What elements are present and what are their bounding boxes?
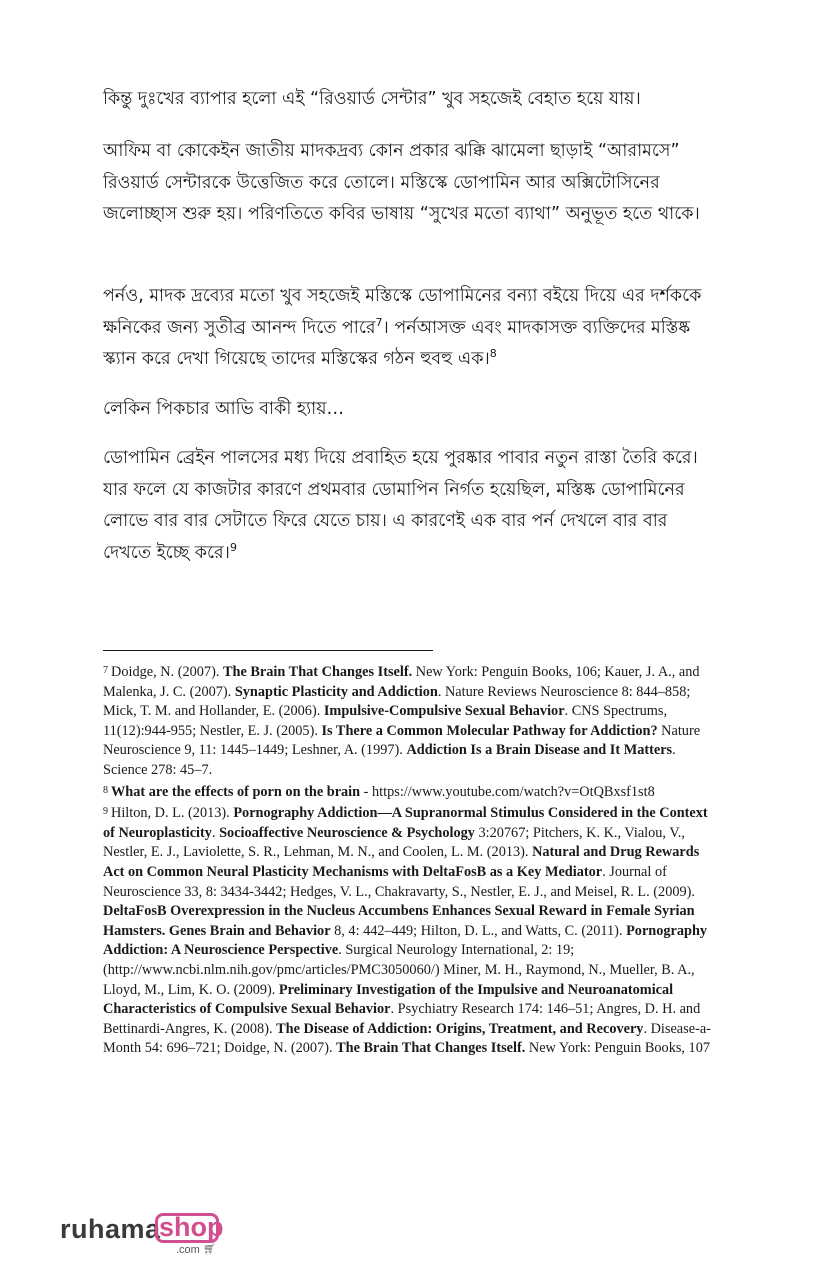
logo-word-ruhama: ruhama — [60, 1214, 161, 1244]
body-paragraph-4: লেকিন পিকচার আভি বাকী হ্যায়… — [103, 399, 345, 419]
footnote-9-segment: 8, 4: 442–449; Hilton, D. L., and Watts, C. (2011). — [330, 922, 627, 939]
footnote-7-segment: Doidge, N. (2007). — [111, 664, 223, 680]
footnote-9-segment: Natural and Drug Rewards Act on Common Neural Plasticity Mechanisms with DeltaFosB as a Key Mediator — [103, 844, 700, 880]
footnote-8: $^8$ What are the effects of porn on the brain - https://www.youtube.com/watch?v=OtQBxsf1st8 — [103, 783, 655, 800]
cart-icon: 🛒︎ — [203, 1244, 216, 1255]
footnote-9-segment: . Surgical Neurology International, 2: 19; (http://www.ncbi.nlm.nih.gov/pmc/articles/PMC3050060/) Miner, M. H., Raymond, N., Mueller, B. A., Lloyd, M., Lim, K. O. (2009). — [103, 942, 695, 998]
footnote-9-segment: The Brain That Changes Itself. — [336, 1040, 526, 1057]
logo-word-shop: shop — [159, 1212, 224, 1242]
footnote-7-segment: . CNS Spectrums, 11(12):944-955; Nestler, E. J. (2005). — [103, 703, 668, 739]
footnote-7-segment: Addiction Is a Brain Disease and It Matters — [406, 742, 673, 759]
footnote-7-segment: New York: Penguin Books, 106; Kauer, J. A., and Malenka, J. C. (2007). — [103, 664, 700, 700]
footnote-9-segment: Hilton, D. L. (2013). — [111, 805, 234, 822]
footnote-9-segment: 3:20767; Pitchers, K. K., Vialou, V., Nestler, E. J., Laviolette, S. R., Lehman, M. N., and Coolen, L. M. (2013). — [103, 824, 685, 861]
footnote-9-segment: . Psychiatry Research 174: 146–51; Angres, D. H. and Bettinardi-Angres, K. (2008). — [103, 1001, 701, 1037]
body-paragraph-3: পর্নও, মাদক দ্রব্যের মতো খুব সহজেই মস্তিস্কে ডোপামিনের বন্যা বইয়ে দিয়ে এর দর্শককে ক্ষনিকের জন্য সুতীব্র আনন্দ দিতে পারে$^7$। পর্নআসক্ত এবং মাদকাসক্ত ব্যক্তিদের মস্তিষ্ক স্ক্যান করে দেখা গিয়েছে তাদের মস্তিস্কের গঠন হুবহু এক।$^8$ — [103, 286, 702, 369]
footnote-9-segment: DeltaFosB Overexpression in the Nucleus Accumbens Enhances Sexual Reward in Female Syrian Hamsters. Genes Brain and Behavior — [103, 903, 695, 939]
footnote-9-segment: . — [211, 824, 220, 841]
footnote-7-segment: . Science 278: 45–7. — [103, 742, 676, 778]
footnote-divider — [103, 650, 433, 651]
footnote-9-segment: . Journal of Neuroscience 33, 8: 3434-3442; Hedges, V. L., Chakravarty, S., Nestler, E. J., and Meisel, R. L. (2009). — [103, 863, 695, 900]
footnotes — [103, 661, 715, 1059]
footnote-7-segment: Is There a Common Molecular Pathway for Addiction? — [321, 722, 658, 739]
footnote-9-segment: New York: Penguin Books, 107 — [525, 1040, 710, 1057]
footnote-9: $^9$ Hilton, D. L. (2013). Pornography Addiction—A Supranormal Stimulus Considered in the Context of Neuroplasticity. Socioaffective Neuroscience & Psychology 3:20767; Pitchers, K. K., Vialou, V., Nestler, E. J., Laviolette, S. R., Lehman, M. N., and Coolen, L. M. (2013). Natural and Drug Rewards Act on Common Neural Plasticity Mechanisms with DeltaFosB as a Key Mediator. Journal of Neuroscience 33, 8: 3434-3442; Hedges, V. L., Chakravarty, S., Nestler, E. J., and Meisel, R. L. (2009). DeltaFosB Overexpression in the Nucleus Accumbens Enhances Sexual Reward in Female Syrian Hamsters. Genes Brain and Behavior 8, 4: 442–449; Hilton, D. L., and Watts, C. (2011). Pornography Addiction: A Neuroscience Perspective. Surgical Neurology International, 2: 19; (http://www.ncbi.nlm.nih.gov/pmc/articles/PMC3050060/) Miner, M. H., Raymond, N., Mueller, B. A., Lloyd, M., Lim, K. O. (2009). Preliminary Investigation of the Impulsive and Neuroanatomical Characteristics of Compulsive Sexual Behavior. Psychiatry Research 174: 146–51; Angres, D. H. and Bettinardi-Angres, K. (2008). The Disease of Addiction: Origins, Treatment, and Recovery. Disease-a-Month 54: 696–721; Doidge, N. (2007). The Brain That Changes Itself. New York: Penguin Books, 107 — [103, 805, 711, 1057]
footnote-9-segment: Pornography Addiction—A Supranormal Stimulus Considered in the Context of Neuroplasticity — [103, 805, 708, 841]
footnote-9-segment: Socioaffective Neuroscience & Psychology — [219, 824, 475, 841]
footnote-7-segment: Nature Neuroscience 9, 11: 1445–1449; Leshner, A. (1997). — [103, 722, 701, 759]
ruhama-shop-logo — [60, 1212, 230, 1262]
footnote-9-segment: Preliminary Investigation of the Impulsive and Neuroanatomical Characteristics of Compulsive Sexual Behavior — [103, 981, 674, 1018]
footnote-ref-9[interactable]: 9 — [229, 540, 237, 554]
body-paragraph-5: ডোপামিন ব্রেইন পালসের মধ্য দিয়ে প্রবাহিত হয়ে পুরষ্কার পাবার নতুন রাস্তা তৈরি করে। যার ফলে যে কাজটার কারণে প্রথমবার ডোমাপিন নির্গত হয়েছিল, মস্তিষ্ক ডোপামিনের লোভে বার বার সেটাতে ফিরে যেতে চায়। এ কারণেই এক বার পর্ন দেখলে বার বার দেখতে ইচ্ছে করে।$^9$ — [103, 448, 698, 563]
logo-dotcom: .com — [176, 1244, 200, 1256]
footnote-ref-8[interactable]: 8 — [489, 347, 497, 361]
footnote-9-segment: The Disease of Addiction: Origins, Treatment, and Recovery — [276, 1020, 644, 1037]
footnote-8-segment: - https://www.youtube.com/watch?v=OtQBxsf1st8 — [360, 783, 655, 800]
footnote-ref-7[interactable]: 7 — [375, 315, 383, 329]
body-paragraph-2: আফিম বা কোকেইন জাতীয় মাদকদ্রব্য কোন প্রকার ঝক্কি ঝামেলা ছাড়াই “আরামসে” রিওয়ার্ড সেন্টারকে উত্তেজিত করে তোলে। মস্তিস্কে ডোপামিন আর অক্সিটোসিনের জলোচ্ছাস শুরু হয়। পরিণতিতে কবির ভাষায় “সুখের মতো ব্যাথা” অনুভূত হতে থাকে। — [103, 141, 700, 224]
footnote-7-segment: Synaptic Plasticity and Addiction — [234, 683, 438, 700]
footnote-9-segment: Pornography Addiction: A Neuroscience Perspective — [103, 922, 708, 959]
footnote-8-segment: What are the effects of porn on the brain — [111, 783, 361, 800]
footnote-7-segment: The Brain That Changes Itself. — [222, 664, 413, 680]
footnote-7-segment: . Nature Reviews Neuroscience 8: 844–858; Mick, T. M. and Hollander, E. (2006). — [103, 683, 691, 720]
body-paragraph-1: কিন্তু দুঃখের ব্যাপার হলো এই “রিওয়ার্ড সেন্টার” খুব সহজেই বেহাত হয়ে যায়। — [103, 89, 641, 109]
footnote-7: $^7$ Doidge, N. (2007). The Brain That Changes Itself. New York: Penguin Books, 106; Kauer, J. A., and Malenka, J. C. (2007). Synaptic Plasticity and Addiction. Nature Reviews Neuroscience 8: 844–858; Mick, T. M. and Hollander, E. (2006). Impulsive-Compulsive Sexual Behavior. CNS Spectrums, 11(12):944-955; Nestler, E. J. (2005). Is There a Common Molecular Pathway for Addiction? Nature Neuroscience 9, 11: 1445–1449; Leshner, A. (1997). Addiction Is a Brain Disease and It Matters. Science 278: 45–7. — [103, 664, 701, 778]
footnote-9-segment: . Disease-a-Month 54: 696–721; Doidge, N. (2007). — [103, 1020, 711, 1057]
footnote-7-segment: Impulsive-Compulsive Sexual Behavior — [323, 703, 565, 720]
